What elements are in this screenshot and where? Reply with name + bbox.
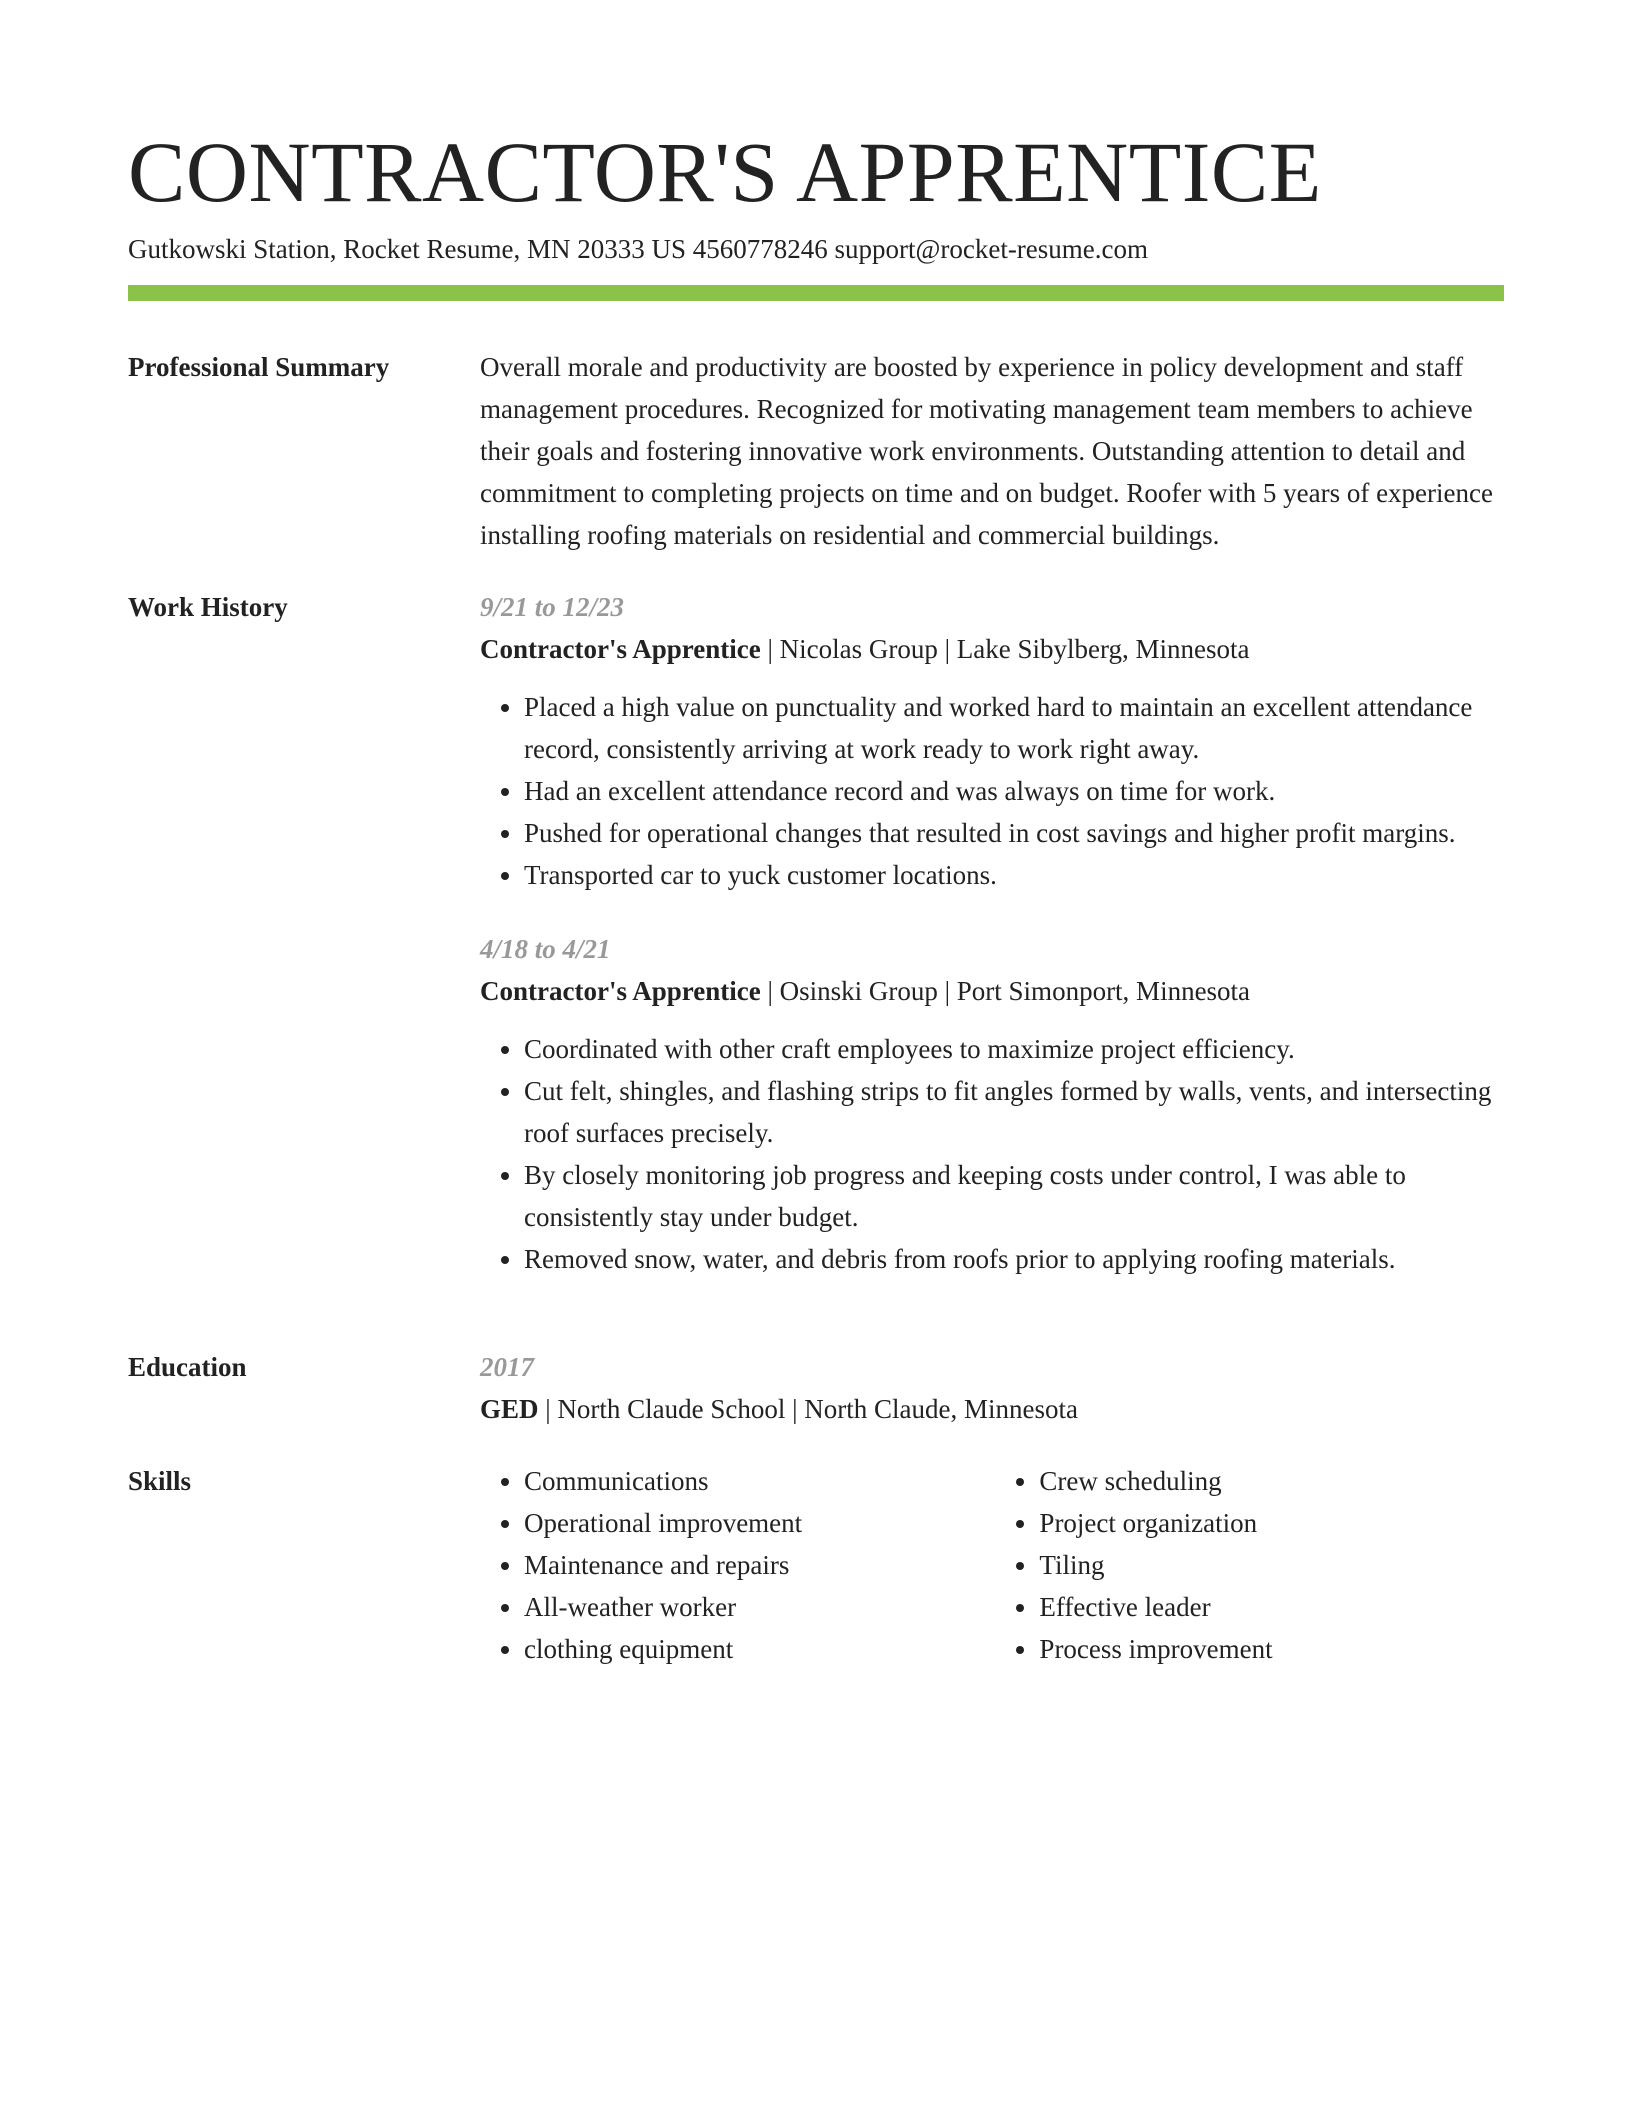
- skill-item: • Crew scheduling: [1039, 1460, 1504, 1502]
- list-item: • By closely monitoring job progress and keeping costs under control, I was able to consistently stay under budget.: [524, 1154, 1504, 1238]
- job-title: Contractor's Apprentice: [480, 976, 761, 1006]
- education-year: 2017: [480, 1352, 534, 1382]
- job-entry: [480, 586, 1504, 896]
- skill-item: • Tiling: [1039, 1544, 1504, 1586]
- job-dates: 4/18 to 4/21: [480, 934, 611, 964]
- job-role-line: [480, 628, 1504, 670]
- skills-columns: [480, 1460, 1504, 1670]
- education-line: [480, 1388, 1504, 1430]
- skill-item: • Project organization: [1039, 1502, 1504, 1544]
- job-details: | Osinski Group | Port Simonport, Minnesota: [760, 976, 1251, 1006]
- contact-line: Gutkowski Station, Rocket Resume, MN 20333 US 4560778246 support@rocket-resume.com: [128, 234, 1149, 264]
- section-label-work-history: Work History: [128, 592, 288, 622]
- job-bullets: [480, 1028, 1504, 1280]
- skill-item: • Operational improvement: [524, 1502, 951, 1544]
- skill-item: • All-weather worker: [524, 1586, 951, 1628]
- list-item: • Coordinated with other craft employees to maximize project efficiency.: [524, 1028, 1504, 1070]
- list-item: • Removed snow, water, and debris from roofs prior to applying roofing materials.: [524, 1238, 1504, 1280]
- list-item: • Pushed for operational changes that resulted in cost savings and higher profit margins.: [524, 812, 1504, 854]
- skill-item: • Process improvement: [1039, 1628, 1504, 1670]
- job-details: | Nicolas Group | Lake Sibylberg, Minnesota: [760, 634, 1250, 664]
- section-label-summary: Professional Summary: [128, 352, 390, 382]
- education-degree: GED: [480, 1394, 539, 1424]
- job-entry: [480, 928, 1504, 1280]
- list-item: • Cut felt, shingles, and flashing strips to fit angles formed by walls, vents, and intersecting roof surfaces precisely.: [524, 1070, 1504, 1154]
- job-role-line: [480, 970, 1504, 1012]
- job-title: Contractor's Apprentice: [480, 634, 761, 664]
- resume-name-title: CONTRACTOR'S APPRENTICE: [128, 124, 1322, 220]
- skill-item: • Maintenance and repairs: [524, 1544, 951, 1586]
- summary-text: Overall morale and productivity are boosted by experience in policy development and staff management procedures. Recognized for motivating management team members to achieve their goals and fostering innovative work environments. Outstanding attention to detail and commitment to completing projects on time and on budget. Roofer with 5 years of experience installing roofing materials on residential and commercial buildings.: [480, 352, 1493, 550]
- list-item: • Placed a high value on punctuality and worked hard to maintain an excellent attendance record, consistently arriving at work ready to work right away.: [524, 686, 1504, 770]
- section-label-skills: Skills: [128, 1466, 192, 1496]
- job-dates: 9/21 to 12/23: [480, 592, 625, 622]
- skill-item: • Communications: [524, 1460, 951, 1502]
- skill-item: • Effective leader: [1039, 1586, 1504, 1628]
- section-label-education: Education: [128, 1352, 247, 1382]
- list-item: • Transported car to yuck customer locations.: [524, 854, 1504, 896]
- skills-list-left: [480, 1460, 951, 1670]
- skills-list-right: [995, 1460, 1504, 1670]
- list-item: • Had an excellent attendance record and was always on time for work.: [524, 770, 1504, 812]
- education-details: | North Claude School | North Claude, Minnesota: [538, 1394, 1079, 1424]
- job-bullets: [480, 686, 1504, 896]
- skill-item: • clothing equipment: [524, 1628, 951, 1670]
- accent-divider: [128, 285, 1504, 301]
